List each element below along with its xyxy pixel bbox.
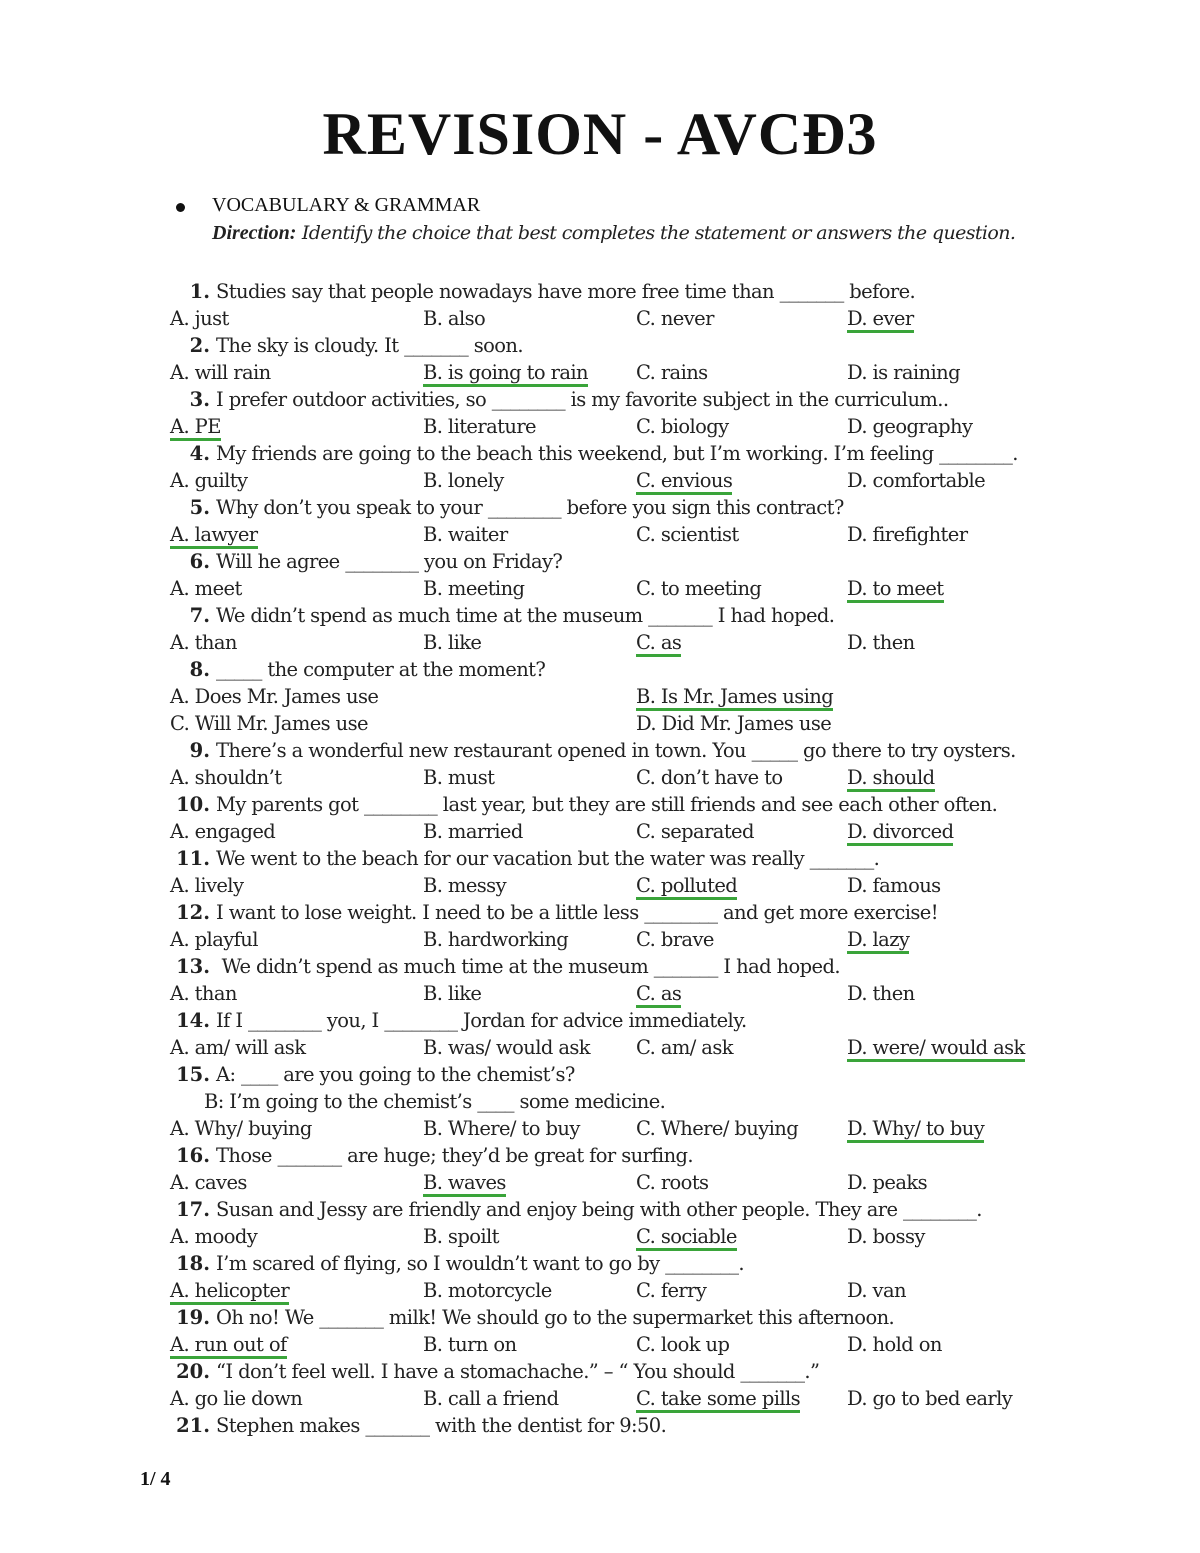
option-text: B. like bbox=[423, 982, 482, 1005]
option-text: A. moody bbox=[170, 1225, 258, 1248]
option-text: B. like bbox=[423, 631, 482, 654]
answer-option bbox=[423, 521, 508, 548]
option-text: A. will rain bbox=[170, 361, 271, 384]
options-row bbox=[170, 980, 1070, 1007]
option-text: C. as bbox=[636, 631, 681, 657]
answer-option bbox=[170, 1034, 305, 1061]
question-stem bbox=[170, 899, 1070, 926]
options-row bbox=[170, 359, 1070, 386]
option-text: A. lively bbox=[170, 874, 244, 897]
option-text: C. as bbox=[636, 982, 681, 1008]
question-number: 1. bbox=[189, 280, 210, 303]
answer-option bbox=[636, 710, 831, 737]
option-text: C. roots bbox=[636, 1171, 709, 1194]
answer-option bbox=[636, 1223, 737, 1250]
option-text: A. engaged bbox=[170, 820, 276, 843]
question-number: 9. bbox=[189, 739, 210, 762]
question-number: 2. bbox=[189, 334, 210, 357]
question-stem bbox=[170, 1196, 1070, 1223]
question-stem bbox=[170, 1304, 1070, 1331]
answer-option bbox=[636, 521, 739, 548]
question-text: “I don’t feel well. I have a stomachache.” – “ You should _______.” bbox=[216, 1360, 820, 1383]
answer-option bbox=[423, 359, 588, 386]
option-text: B. waiter bbox=[423, 523, 508, 546]
answer-option bbox=[847, 764, 935, 791]
answer-option bbox=[423, 818, 523, 845]
question-number: 7. bbox=[189, 604, 210, 627]
answer-option bbox=[847, 305, 914, 332]
answer-option bbox=[423, 305, 485, 332]
answer-option bbox=[636, 575, 761, 602]
options-row bbox=[170, 629, 1070, 656]
options-row bbox=[170, 1115, 1070, 1142]
question-stem bbox=[170, 440, 1070, 467]
answer-option bbox=[170, 683, 378, 710]
question-stem bbox=[170, 791, 1070, 818]
question-text: I prefer outdoor activities, so ________ is my favorite subject in the curriculum.. bbox=[216, 388, 949, 411]
question-text: Oh no! We _______ milk! We should go to the supermarket this afternoon. bbox=[216, 1306, 895, 1329]
answer-option bbox=[847, 1385, 1012, 1412]
answer-option bbox=[847, 413, 972, 440]
answer-option bbox=[170, 710, 368, 737]
option-text: B. turn on bbox=[423, 1333, 517, 1356]
option-text: C. envious bbox=[636, 469, 732, 495]
page-title: REVISION - AVCĐ3 bbox=[322, 101, 878, 167]
question-stem bbox=[170, 1142, 1070, 1169]
answer-option bbox=[847, 980, 915, 1007]
option-text: B. is going to rain bbox=[423, 361, 588, 387]
answer-option bbox=[636, 872, 737, 899]
question-number: 11. bbox=[176, 847, 210, 870]
option-text: A. than bbox=[170, 631, 237, 654]
answer-option bbox=[636, 980, 681, 1007]
option-text: A. Why/ buying bbox=[170, 1117, 312, 1140]
answer-option bbox=[170, 1385, 302, 1412]
option-text: D. to meet bbox=[847, 577, 944, 603]
answer-option bbox=[636, 1169, 708, 1196]
question-text: Why don’t you speak to your ________ before you sign this contract? bbox=[216, 496, 844, 519]
page-number: 1/ 4 bbox=[140, 1468, 171, 1490]
question-number: 18. bbox=[176, 1252, 210, 1275]
answer-option bbox=[636, 818, 754, 845]
option-text: B. also bbox=[423, 307, 486, 330]
question-text: A: ____ are you going to the chemist’s? bbox=[216, 1063, 575, 1086]
options-row bbox=[170, 872, 1070, 899]
option-text: C. polluted bbox=[636, 874, 737, 900]
option-text: D. ever bbox=[847, 307, 914, 333]
answer-option bbox=[170, 359, 271, 386]
option-text: B. must bbox=[423, 766, 495, 789]
options-row bbox=[170, 683, 1070, 710]
option-text: C. take some pills bbox=[636, 1387, 800, 1413]
options-row bbox=[170, 305, 1070, 332]
option-text: D. go to bed early bbox=[847, 1387, 1013, 1410]
options-row bbox=[170, 926, 1070, 953]
question-stem bbox=[170, 1358, 1070, 1385]
section-heading: VOCABULARY & GRAMMAR bbox=[212, 194, 481, 216]
question-number: 16. bbox=[176, 1144, 210, 1167]
option-text: A. go lie down bbox=[170, 1387, 303, 1410]
option-text: B. motorcycle bbox=[423, 1279, 552, 1302]
options-row bbox=[170, 521, 1070, 548]
question-text: My parents got ________ last year, but they are still friends and see each other often. bbox=[216, 793, 998, 816]
answer-option bbox=[847, 926, 909, 953]
answer-option bbox=[423, 575, 524, 602]
option-text: A. am/ will ask bbox=[170, 1036, 306, 1059]
question-number: 14. bbox=[176, 1009, 210, 1032]
answer-option bbox=[170, 629, 237, 656]
answer-option bbox=[847, 872, 941, 899]
question-stem bbox=[170, 656, 1070, 683]
answer-option bbox=[847, 629, 915, 656]
question-text: I’m scared of flying, so I wouldn’t want to go by ________. bbox=[216, 1252, 744, 1275]
answer-option bbox=[423, 1223, 499, 1250]
answer-option bbox=[170, 1331, 287, 1358]
question-number: 20. bbox=[176, 1360, 210, 1383]
option-text: C. never bbox=[636, 307, 714, 330]
answer-option bbox=[847, 818, 953, 845]
answer-option bbox=[170, 1223, 257, 1250]
answer-option bbox=[636, 1034, 733, 1061]
answer-option bbox=[170, 1277, 289, 1304]
option-text: D. divorced bbox=[847, 820, 953, 846]
option-text: D. then bbox=[847, 631, 915, 654]
direction-label: Direction: bbox=[212, 222, 297, 244]
option-text: C. biology bbox=[636, 415, 729, 438]
question-number: 13. bbox=[176, 955, 210, 978]
answer-option bbox=[636, 764, 783, 791]
option-text: A. helicopter bbox=[170, 1279, 289, 1305]
option-text: B. Where/ to buy bbox=[423, 1117, 580, 1140]
answer-option bbox=[847, 1277, 906, 1304]
option-text: A. caves bbox=[170, 1171, 247, 1194]
answer-option bbox=[636, 467, 732, 494]
option-text: B. literature bbox=[423, 415, 536, 438]
option-text: B. married bbox=[423, 820, 523, 843]
answer-option bbox=[170, 413, 221, 440]
direction-line bbox=[212, 222, 1015, 245]
question-text: We went to the beach for our vacation but the water was really _______. bbox=[216, 847, 880, 870]
answer-option bbox=[170, 980, 237, 1007]
options-row bbox=[170, 710, 1070, 737]
option-text: C. Will Mr. James use bbox=[170, 712, 368, 735]
options-row bbox=[170, 1331, 1070, 1358]
answer-option bbox=[170, 1169, 247, 1196]
answer-option bbox=[636, 413, 729, 440]
option-text: C. brave bbox=[636, 928, 714, 951]
question-number: 12. bbox=[176, 901, 210, 924]
option-text: D. is raining bbox=[847, 361, 960, 384]
option-text: C. am/ ask bbox=[636, 1036, 733, 1059]
option-text: D. geography bbox=[847, 415, 973, 438]
question-text: We didn’t spend as much time at the museum _______ I had hoped. bbox=[216, 604, 835, 627]
answer-option bbox=[847, 521, 967, 548]
options-row bbox=[170, 1385, 1070, 1412]
option-text: C. look up bbox=[636, 1333, 730, 1356]
question-number: 5. bbox=[189, 496, 210, 519]
answer-option bbox=[423, 467, 504, 494]
option-text: D. Why/ to buy bbox=[847, 1117, 984, 1143]
question-number: 8. bbox=[189, 658, 210, 681]
option-text: D. hold on bbox=[847, 1333, 942, 1356]
answer-option bbox=[636, 1385, 800, 1412]
question-text: _____ the computer at the moment? bbox=[216, 658, 546, 681]
answer-option bbox=[636, 1277, 706, 1304]
option-text: D. then bbox=[847, 982, 915, 1005]
answer-option bbox=[170, 764, 281, 791]
option-text: B. lonely bbox=[423, 469, 504, 492]
answer-option bbox=[423, 764, 494, 791]
answer-option bbox=[636, 1331, 729, 1358]
answer-option bbox=[423, 1115, 580, 1142]
question-stem bbox=[170, 845, 1070, 872]
answer-option bbox=[423, 1331, 517, 1358]
answer-option bbox=[636, 629, 681, 656]
option-text: A. run out of bbox=[170, 1333, 287, 1359]
bullet-icon bbox=[176, 203, 185, 212]
answer-option bbox=[423, 926, 568, 953]
question-text: We didn’t spend as much time at the museum _______ I had hoped. bbox=[216, 955, 840, 978]
answer-option bbox=[847, 1331, 942, 1358]
question-text: Will he agree ________ you on Friday? bbox=[216, 550, 563, 573]
question-number: 10. bbox=[176, 793, 210, 816]
answer-option bbox=[170, 1115, 312, 1142]
option-text: C. Where/ buying bbox=[636, 1117, 799, 1140]
question-text: There’s a wonderful new restaurant opened in town. You _____ go there to try oysters. bbox=[216, 739, 1016, 762]
question-number: 19. bbox=[176, 1306, 210, 1329]
option-text: B. spoilt bbox=[423, 1225, 499, 1248]
options-row bbox=[170, 1034, 1070, 1061]
answer-option bbox=[170, 521, 258, 548]
question-list bbox=[170, 278, 1070, 1439]
answer-option bbox=[636, 683, 833, 710]
options-row bbox=[170, 818, 1070, 845]
question-number: 4. bbox=[189, 442, 210, 465]
option-text: B. waves bbox=[423, 1171, 506, 1197]
answer-option bbox=[636, 926, 714, 953]
question-stem bbox=[170, 1007, 1070, 1034]
answer-option bbox=[636, 1115, 798, 1142]
question-number: 21. bbox=[176, 1414, 210, 1437]
option-text: A. just bbox=[170, 307, 229, 330]
options-row bbox=[170, 413, 1070, 440]
question-stem bbox=[170, 1412, 1070, 1439]
options-row bbox=[170, 1277, 1070, 1304]
options-row bbox=[170, 1223, 1070, 1250]
options-row bbox=[170, 467, 1070, 494]
option-text: B. meeting bbox=[423, 577, 525, 600]
question-stem bbox=[170, 1250, 1070, 1277]
option-text: B. Is Mr. James using bbox=[636, 685, 833, 711]
answer-option bbox=[847, 1169, 927, 1196]
question-stem bbox=[170, 332, 1070, 359]
option-text: A. Does Mr. James use bbox=[170, 685, 379, 708]
question-text: My friends are going to the beach this weekend, but I’m working. I’m feeling ________. bbox=[216, 442, 1018, 465]
question-text: If I ________ you, I ________ Jordan for advice immediately. bbox=[216, 1009, 747, 1032]
answer-option bbox=[170, 575, 242, 602]
question-stem bbox=[170, 1061, 1070, 1088]
option-text: C. rains bbox=[636, 361, 708, 384]
question-number: 3. bbox=[189, 388, 210, 411]
question-text: Studies say that people nowadays have more free time than _______ before. bbox=[216, 280, 916, 303]
option-text: D. famous bbox=[847, 874, 941, 897]
option-text: C. don’t have to bbox=[636, 766, 783, 789]
option-text: C. to meeting bbox=[636, 577, 762, 600]
question-number: 6. bbox=[189, 550, 210, 573]
option-text: D. bossy bbox=[847, 1225, 925, 1248]
answer-option bbox=[847, 1115, 984, 1142]
question-stem bbox=[170, 548, 1070, 575]
question-stem bbox=[170, 602, 1070, 629]
answer-option bbox=[170, 872, 243, 899]
option-text: A. lawyer bbox=[170, 523, 258, 549]
question-stem bbox=[170, 953, 1070, 980]
answer-option bbox=[423, 413, 536, 440]
answer-option bbox=[170, 305, 229, 332]
question-subline: B: I’m going to the chemist’s ____ some medicine. bbox=[204, 1090, 666, 1113]
question-text: Susan and Jessy are friendly and enjoy being with other people. They are ________. bbox=[216, 1198, 982, 1221]
option-text: D. lazy bbox=[847, 928, 909, 954]
question-stem bbox=[170, 737, 1070, 764]
option-text: C. separated bbox=[636, 820, 754, 843]
options-row bbox=[170, 1169, 1070, 1196]
answer-option bbox=[423, 1169, 506, 1196]
question-number: 17. bbox=[176, 1198, 210, 1221]
answer-option bbox=[170, 818, 275, 845]
option-text: A. shouldn’t bbox=[170, 766, 282, 789]
answer-option bbox=[636, 359, 708, 386]
answer-option bbox=[423, 1277, 552, 1304]
answer-option bbox=[847, 1034, 1025, 1061]
answer-option bbox=[847, 1223, 925, 1250]
option-text: C. ferry bbox=[636, 1279, 707, 1302]
answer-option bbox=[423, 980, 481, 1007]
option-text: C. scientist bbox=[636, 523, 739, 546]
answer-option bbox=[170, 926, 258, 953]
question-stem bbox=[170, 386, 1070, 413]
option-text: B. messy bbox=[423, 874, 506, 897]
answer-option bbox=[423, 629, 481, 656]
option-text: D. were/ would ask bbox=[847, 1036, 1025, 1062]
options-row bbox=[170, 764, 1070, 791]
answer-option bbox=[170, 467, 247, 494]
option-text: A. playful bbox=[170, 928, 258, 951]
option-text: D. should bbox=[847, 766, 935, 792]
option-text: A. than bbox=[170, 982, 237, 1005]
answer-option bbox=[636, 305, 714, 332]
option-text: D. comfortable bbox=[847, 469, 986, 492]
answer-option bbox=[847, 359, 960, 386]
option-text: D. peaks bbox=[847, 1171, 928, 1194]
options-row bbox=[170, 575, 1070, 602]
answer-option bbox=[847, 467, 985, 494]
answer-option bbox=[847, 575, 944, 602]
option-text: B. was/ would ask bbox=[423, 1036, 590, 1059]
question-stem bbox=[170, 278, 1070, 305]
option-text: A. guilty bbox=[170, 469, 248, 492]
direction-text: Identify the choice that best completes the statement or answers the question. bbox=[296, 222, 1016, 244]
question-stem bbox=[170, 494, 1070, 521]
question-text: The sky is cloudy. It _______ soon. bbox=[216, 334, 523, 357]
option-text: A. PE bbox=[170, 415, 221, 441]
option-text: B. hardworking bbox=[423, 928, 569, 951]
option-text: A. meet bbox=[170, 577, 242, 600]
answer-option bbox=[423, 1034, 590, 1061]
question-number: 15. bbox=[176, 1063, 210, 1086]
option-text: C. sociable bbox=[636, 1225, 737, 1251]
option-text: D. Did Mr. James use bbox=[636, 712, 832, 735]
option-text: B. call a friend bbox=[423, 1387, 559, 1410]
question-text: I want to lose weight. I need to be a little less ________ and get more exercise! bbox=[216, 901, 938, 924]
answer-option bbox=[423, 872, 506, 899]
question-text: Stephen makes _______ with the dentist for 9:50. bbox=[216, 1414, 667, 1437]
question-text: Those _______ are huge; they’d be great for surfing. bbox=[216, 1144, 694, 1167]
answer-option bbox=[423, 1385, 559, 1412]
option-text: D. firefighter bbox=[847, 523, 968, 546]
option-text: D. van bbox=[847, 1279, 906, 1302]
